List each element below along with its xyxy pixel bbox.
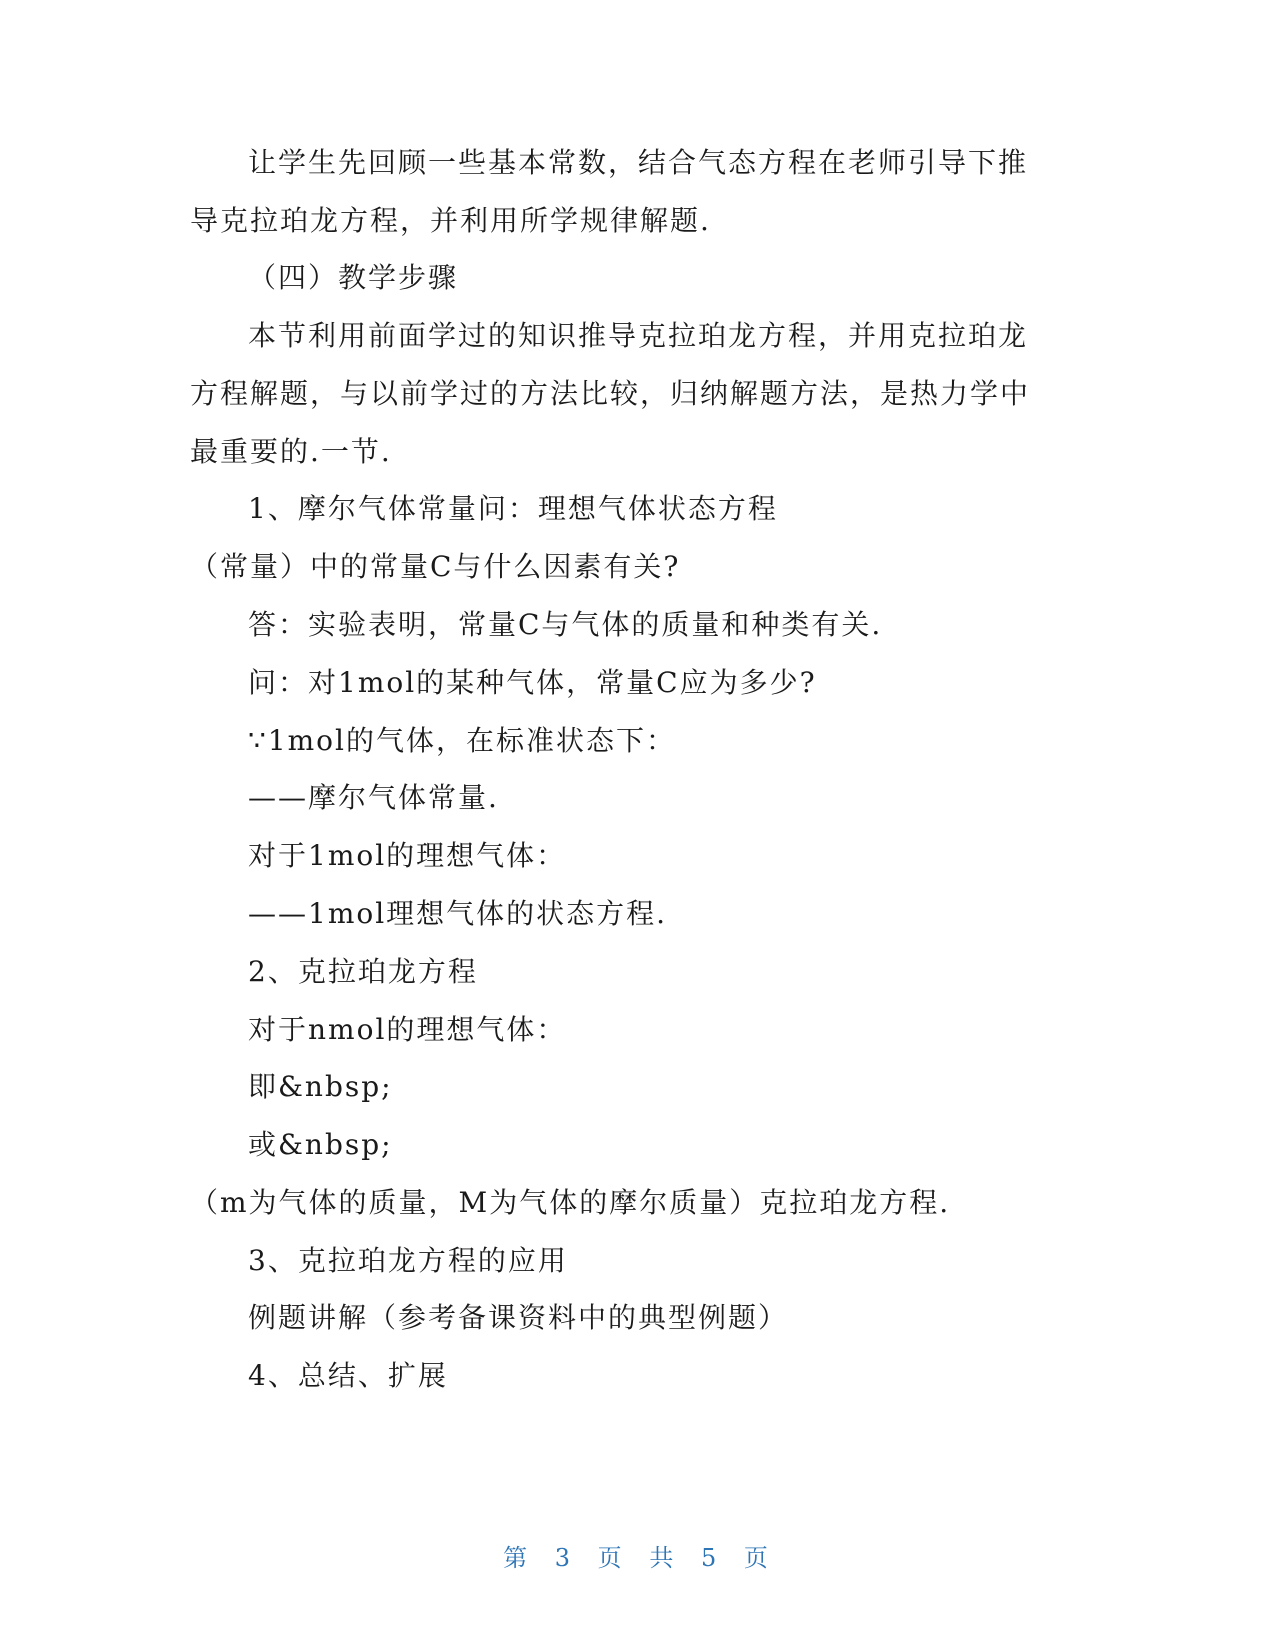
section-heading: （四）教学步骤 bbox=[248, 261, 459, 294]
paragraph-line: （m为气体的质量，M为气体的摩尔质量）克拉珀龙方程. bbox=[190, 1186, 951, 1219]
paragraph-line: ——1mol理想气体的状态方程. bbox=[248, 897, 668, 930]
section-heading: 4、总结、扩展 bbox=[248, 1359, 448, 1392]
paragraph-line: 例题讲解（参考备课资料中的典型例题） bbox=[248, 1301, 789, 1334]
paragraph-line: 本节利用前面学过的知识推导克拉珀龙方程，并用克拉珀龙 bbox=[248, 319, 1029, 352]
paragraph-line: 问：对1mol的某种气体，常量C应为多少? bbox=[248, 666, 817, 699]
page-footer bbox=[0, 1538, 1275, 1573]
footer-total-pages: 5 bbox=[700, 1544, 721, 1572]
paragraph-line: ∵1mol的气体，在标准状态下： bbox=[248, 724, 676, 757]
section-heading: 3、克拉珀龙方程的应用 bbox=[248, 1244, 568, 1277]
paragraph-line: 答：实验表明，常量C与气体的质量和种类有关. bbox=[248, 608, 883, 641]
paragraph-line: 即&nbsp; bbox=[248, 1070, 393, 1103]
paragraph-line: 方程解题，与以前学过的方法比较，归纳解题方法，是热力学中 bbox=[190, 377, 1031, 410]
footer-label-ye2: 页 bbox=[743, 1544, 772, 1572]
footer-current-page: 3 bbox=[554, 1544, 575, 1572]
footer-label-total: 共 bbox=[649, 1544, 678, 1572]
footer-label-ye: 页 bbox=[597, 1544, 626, 1572]
paragraph-line: （常量）中的常量C与什么因素有关? bbox=[190, 550, 681, 583]
paragraph-line: 让学生先回顾一些基本常数，结合气态方程在老师引导下推 bbox=[248, 146, 1029, 179]
section-heading: 2、克拉珀龙方程 bbox=[248, 955, 478, 988]
paragraph-line: 对于1mol的理想气体： bbox=[248, 839, 567, 872]
paragraph-line: 对于nmol的理想气体： bbox=[248, 1013, 567, 1046]
footer-label-page: 第 bbox=[503, 1544, 532, 1572]
paragraph-line: 最重要的.一节. bbox=[190, 435, 392, 468]
paragraph-line: 1、摩尔气体常量问：理想气体状态方程 bbox=[248, 492, 778, 525]
paragraph-line: ——摩尔气体常量. bbox=[248, 781, 499, 814]
paragraph-line: 或&nbsp; bbox=[248, 1128, 393, 1161]
paragraph-line: 导克拉珀龙方程，并利用所学规律解题. bbox=[190, 204, 711, 237]
